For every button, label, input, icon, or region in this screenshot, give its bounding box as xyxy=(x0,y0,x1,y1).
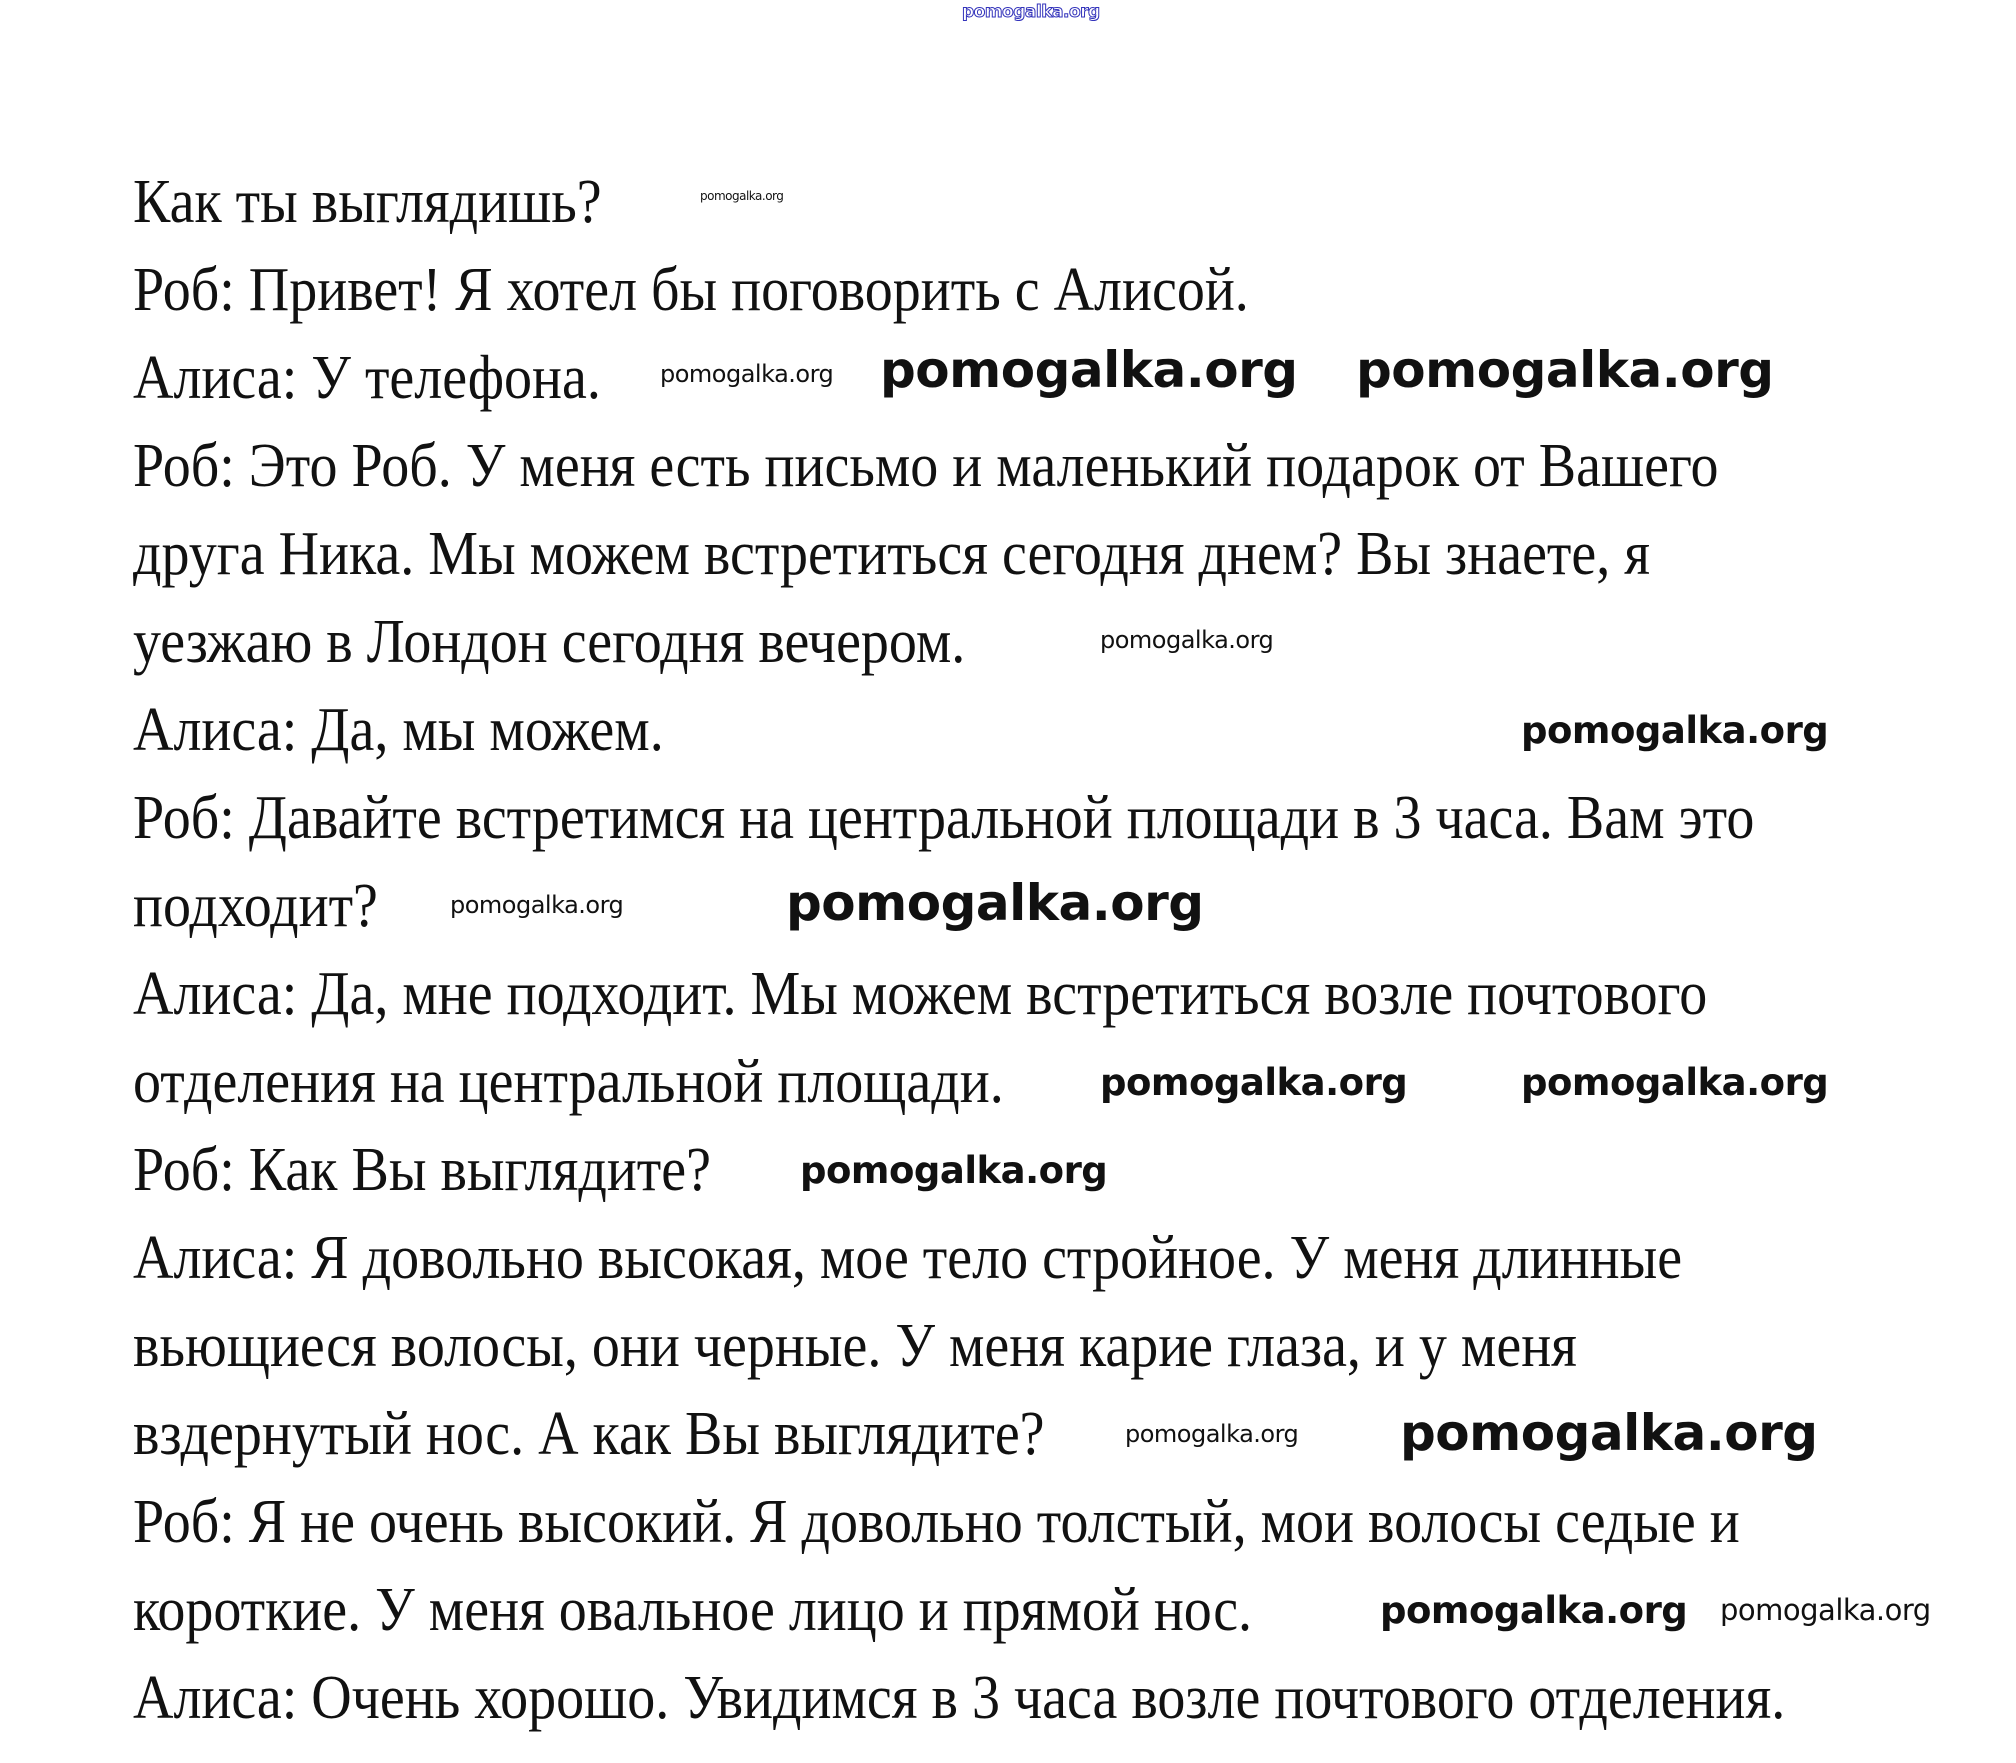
dialogue-line: Алиса: Очень хорошо. Увидимся в 3 часа возле почтового отделения. xyxy=(133,1663,1786,1733)
watermark: pomogalka.org xyxy=(1400,1404,1818,1462)
watermark: pomogalka.org xyxy=(1521,709,1829,752)
dialogue-line: Алиса: Да, мы можем. xyxy=(133,695,664,765)
watermark: pomogalka.org xyxy=(450,891,624,919)
dialogue-line: друга Ника. Мы можем встретиться сегодня днем? Вы знаете, я xyxy=(133,519,1651,589)
dialogue-line: вздернутый нос. А как Вы выглядите? xyxy=(133,1399,1045,1469)
dialogue-line: уезжаю в Лондон сегодня вечером. xyxy=(133,607,966,677)
dialogue-line: отделения на центральной площади. xyxy=(133,1047,1004,1117)
dialogue-line: Роб: Как Вы выглядите? xyxy=(133,1135,711,1205)
watermark: pomogalka.org xyxy=(1720,1593,1931,1627)
dialogue-line: Роб: Это Роб. У меня есть письмо и маленький подарок от Вашего xyxy=(133,431,1719,501)
watermark: pomogalka.org xyxy=(880,341,1298,399)
dialogue-line: Алиса: У телефона. xyxy=(133,343,601,413)
dialogue-line: Роб: Привет! Я хотел бы поговорить с Алисой. xyxy=(133,255,1249,325)
dialogue-line: подходит? xyxy=(133,871,378,941)
watermark: pomogalka.org xyxy=(1521,1061,1829,1104)
watermark: pomogalka.org xyxy=(1100,1061,1408,1104)
watermark: pomogalka.org xyxy=(786,874,1204,932)
dialogue-line: Роб: Давайте встретимся на центральной площади в 3 часа. Вам это xyxy=(133,783,1755,853)
title-line: Как ты выглядишь? xyxy=(133,167,602,237)
watermark: pomogalka.org xyxy=(1100,626,1274,654)
watermark: pomogalka.org xyxy=(700,189,784,203)
watermark: pomogalka.org xyxy=(660,360,834,388)
dialogue-text xyxy=(133,167,1786,1755)
dialogue-line: короткие. У меня овальное лицо и прямой нос. xyxy=(133,1575,1253,1645)
dialogue-line: Алиса: Да, мне подходит. Мы можем встретиться возле почтового xyxy=(133,959,1708,1029)
watermark: pomogalka.org xyxy=(800,1149,1108,1192)
watermark: pomogalka.org xyxy=(1125,1420,1299,1448)
watermark: pomogalka.org xyxy=(962,2,1100,22)
dialogue-line: вьющиеся волосы, они черные. У меня карие глаза, и у меня xyxy=(133,1311,1577,1381)
watermark: pomogalka.org xyxy=(1356,341,1774,399)
watermark: pomogalka.org xyxy=(1380,1589,1688,1632)
dialogue-line: Алиса: Я довольно высокая, мое тело стройное. У меня длинные xyxy=(133,1223,1683,1293)
dialogue-line: Роб: Я не очень высокий. Я довольно толстый, мои волосы седые и xyxy=(133,1487,1740,1557)
